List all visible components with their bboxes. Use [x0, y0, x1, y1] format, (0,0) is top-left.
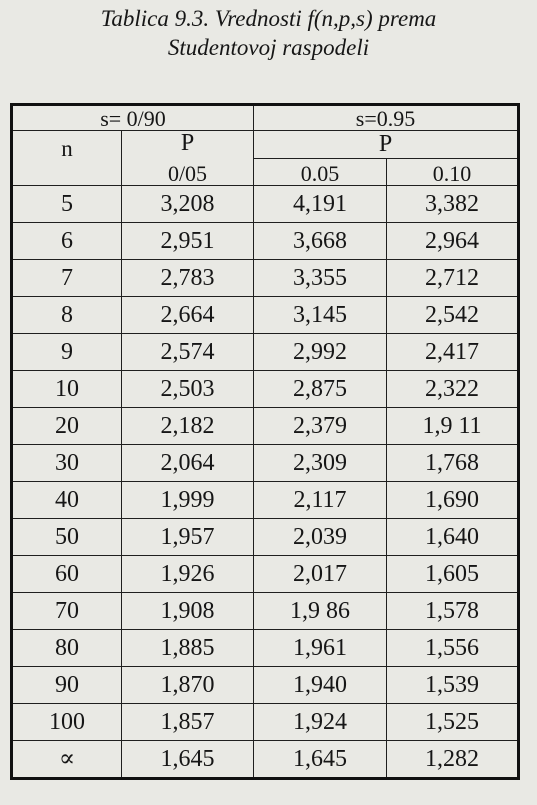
p-sub-left: 0/05	[167, 161, 208, 186]
table-caption	[0, 4, 537, 62]
cell-s095-p005: 3,668	[254, 223, 387, 260]
student-distribution-table	[10, 103, 520, 780]
cell-n: 60	[12, 556, 122, 593]
header-row-p	[12, 131, 519, 159]
table-row	[12, 297, 519, 334]
group-header-s095: s=0.95	[254, 105, 519, 131]
header-row-groups	[12, 105, 519, 131]
cell-s095-p005: 2,992	[254, 334, 387, 371]
table-row	[12, 704, 519, 741]
cell-n: 10	[12, 371, 122, 408]
cell-s095-p010: 1,768	[387, 445, 519, 482]
sub-header-0-05: 0.05	[254, 158, 387, 186]
cell-s095-p010: 3,382	[387, 186, 519, 223]
cell-n: 40	[12, 482, 122, 519]
table-row	[12, 519, 519, 556]
caption-line-1: Tablica 9.3. Vrednosti f(n,p,s) prema	[100, 6, 437, 31]
cell-n: 20	[12, 408, 122, 445]
cell-n: 5	[12, 186, 122, 223]
cell-s095-p010: 2,417	[387, 334, 519, 371]
table-row	[12, 223, 519, 260]
cell-n: 90	[12, 667, 122, 704]
cell-s095-p010: 1,605	[387, 556, 519, 593]
table-row	[12, 482, 519, 519]
cell-s095-p010: 1,690	[387, 482, 519, 519]
cell-s090-p005: 1,908	[122, 593, 254, 630]
cell-n: 9	[12, 334, 122, 371]
cell-s095-p005: 2,875	[254, 371, 387, 408]
cell-s095-p005: 2,039	[254, 519, 387, 556]
table-row	[12, 371, 519, 408]
table-row	[12, 593, 519, 630]
cell-s095-p005: 4,191	[254, 186, 387, 223]
cell-n: 100	[12, 704, 122, 741]
table-row	[12, 741, 519, 779]
p-label-left: P	[180, 130, 195, 156]
cell-s095-p010: 2,542	[387, 297, 519, 334]
cell-s090-p005: 2,574	[122, 334, 254, 371]
cell-s095-p010: 1,282	[387, 741, 519, 779]
cell-s095-p005: 2,117	[254, 482, 387, 519]
table-row	[12, 556, 519, 593]
cell-s090-p005: 1,870	[122, 667, 254, 704]
table-row	[12, 334, 519, 371]
cell-s090-p005: 2,664	[122, 297, 254, 334]
cell-s095-p010: 1,525	[387, 704, 519, 741]
cell-s095-p005: 2,309	[254, 445, 387, 482]
table-row	[12, 408, 519, 445]
table-row	[12, 186, 519, 223]
cell-s090-p005: 2,783	[122, 260, 254, 297]
cell-s090-p005: 1,999	[122, 482, 254, 519]
cell-s090-p005: 2,951	[122, 223, 254, 260]
cell-s090-p005: 2,503	[122, 371, 254, 408]
column-header-n: n	[12, 131, 122, 186]
cell-n: 6	[12, 223, 122, 260]
cell-n: 50	[12, 519, 122, 556]
cell-s095-p010: 1,539	[387, 667, 519, 704]
cell-s090-p005: 1,885	[122, 630, 254, 667]
student-distribution-table-container	[10, 103, 517, 771]
cell-s095-p005: 1,9 86	[254, 593, 387, 630]
cell-s095-p005: 1,924	[254, 704, 387, 741]
caption-line-2: Studentovoj raspodeli	[167, 35, 370, 60]
cell-s095-p010: 1,9 11	[387, 408, 519, 445]
cell-n: 7	[12, 260, 122, 297]
cell-s095-p005: 3,145	[254, 297, 387, 334]
cell-n: 80	[12, 630, 122, 667]
cell-s095-p010: 2,322	[387, 371, 519, 408]
cell-s090-p005: 2,064	[122, 445, 254, 482]
table-row	[12, 667, 519, 704]
cell-s095-p010: 1,578	[387, 593, 519, 630]
column-header-p-left	[122, 131, 254, 186]
cell-s095-p005: 2,017	[254, 556, 387, 593]
cell-s090-p005: 1,857	[122, 704, 254, 741]
cell-s090-p005: 1,957	[122, 519, 254, 556]
cell-s090-p005: 1,645	[122, 741, 254, 779]
cell-s095-p005: 2,379	[254, 408, 387, 445]
cell-s095-p005: 1,940	[254, 667, 387, 704]
cell-s090-p005: 2,182	[122, 408, 254, 445]
cell-s090-p005: 3,208	[122, 186, 254, 223]
cell-s090-p005: 1,926	[122, 556, 254, 593]
cell-s095-p010: 2,712	[387, 260, 519, 297]
table-row	[12, 630, 519, 667]
cell-s095-p005: 1,961	[254, 630, 387, 667]
cell-s095-p010: 1,556	[387, 630, 519, 667]
cell-s095-p010: 1,640	[387, 519, 519, 556]
sub-header-0-10: 0.10	[387, 158, 519, 186]
table-row	[12, 445, 519, 482]
cell-n: 8	[12, 297, 122, 334]
cell-s095-p005: 1,645	[254, 741, 387, 779]
cell-n: ∝	[12, 741, 122, 779]
table-row	[12, 260, 519, 297]
cell-n: 30	[12, 445, 122, 482]
column-header-p-right: P	[254, 131, 519, 159]
group-header-s090: s= 0/90	[12, 105, 254, 131]
cell-s095-p005: 3,355	[254, 260, 387, 297]
cell-s095-p010: 2,964	[387, 223, 519, 260]
cell-n: 70	[12, 593, 122, 630]
